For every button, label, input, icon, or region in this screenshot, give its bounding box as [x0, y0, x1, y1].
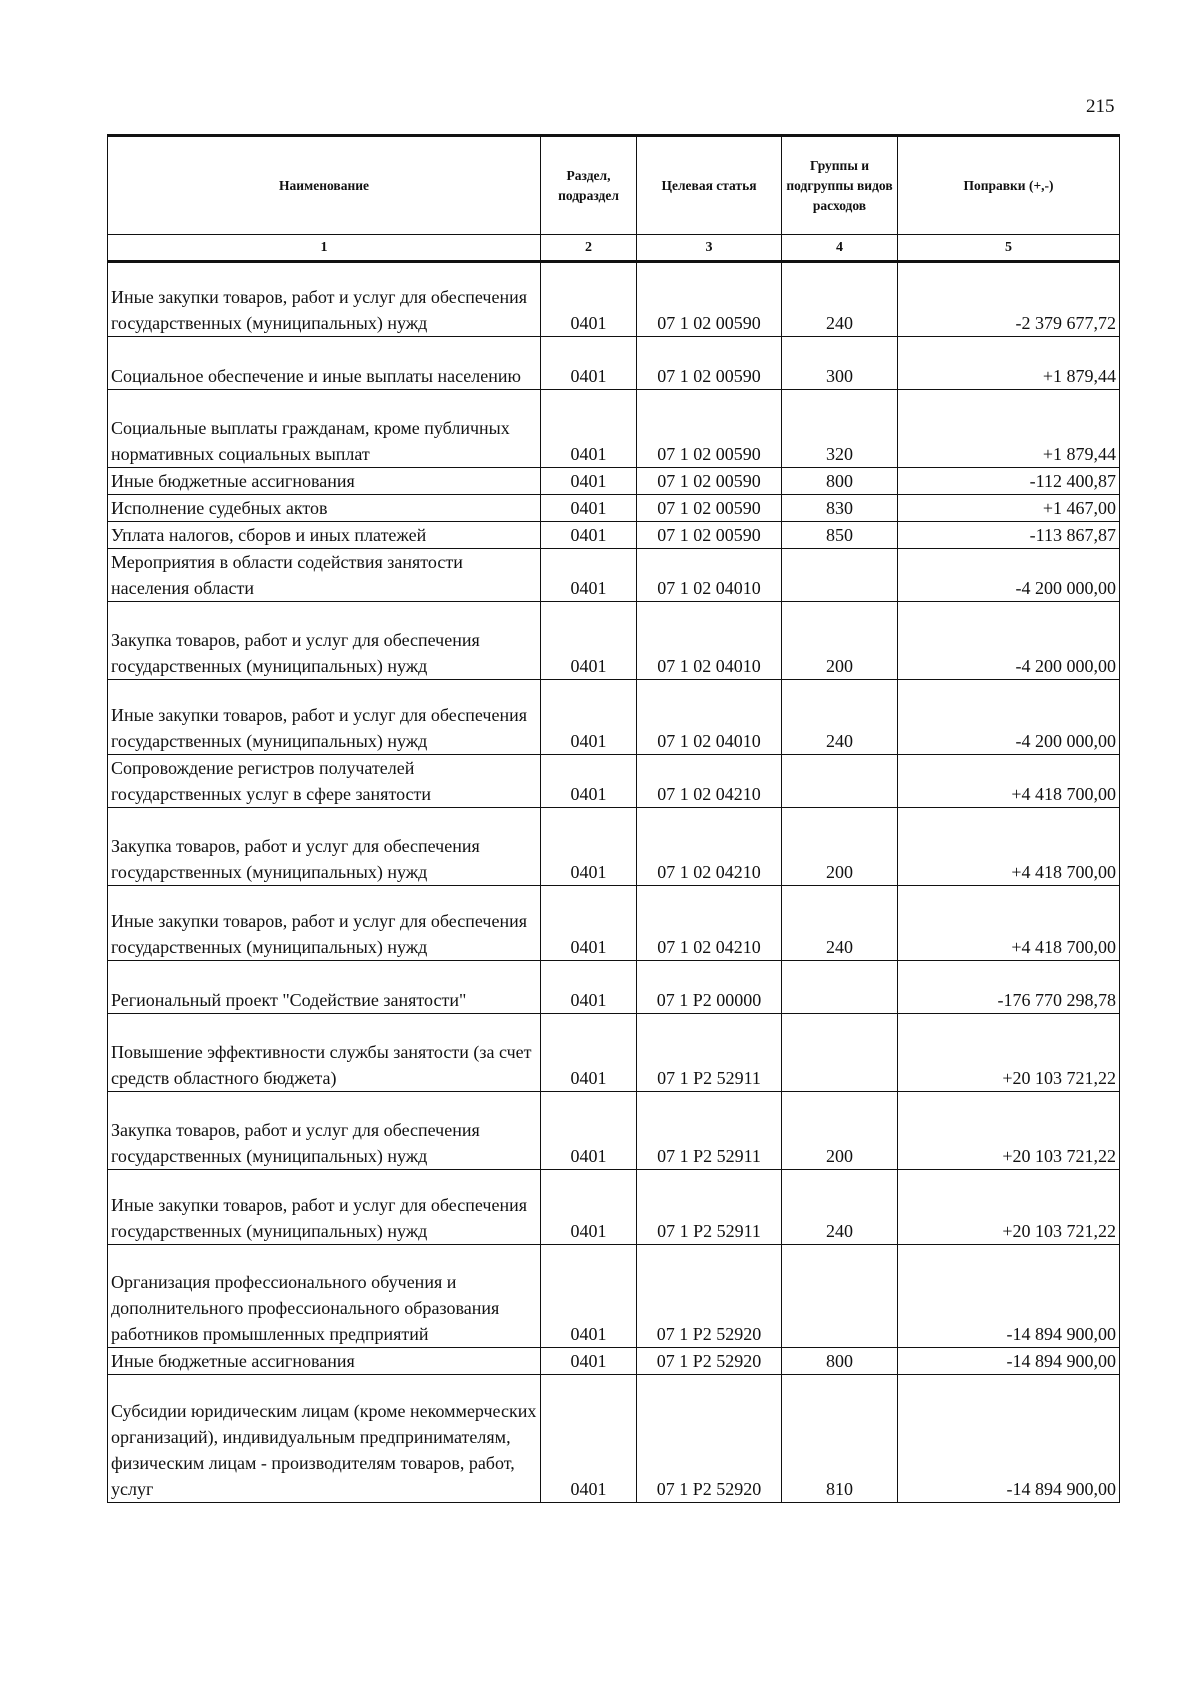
table-body — [108, 262, 1120, 1503]
row-expense-group: 240 — [782, 262, 898, 337]
row-name: Повышение эффективности службы занятости (за счет средств областного бюджета) — [108, 1014, 541, 1092]
row-amount: -14 894 900,00 — [898, 1348, 1120, 1375]
row-expense-group — [782, 961, 898, 1014]
row-expense-group: 240 — [782, 886, 898, 961]
table-row — [108, 262, 1120, 337]
header-amendments: Поправки (+,-) — [898, 136, 1120, 235]
table-row — [108, 1170, 1120, 1245]
row-section: 0401 — [541, 1092, 637, 1170]
row-amount: +1 879,44 — [898, 390, 1120, 468]
row-name: Социальное обеспечение и иные выплаты населению — [108, 337, 541, 390]
row-section: 0401 — [541, 886, 637, 961]
row-amount: -4 200 000,00 — [898, 602, 1120, 680]
row-expense-group: 200 — [782, 1092, 898, 1170]
row-target-article: 07 1 P2 52911 — [637, 1170, 782, 1245]
row-target-article: 07 1 02 00590 — [637, 337, 782, 390]
row-section: 0401 — [541, 522, 637, 549]
row-name: Иные бюджетные ассигнования — [108, 468, 541, 495]
row-target-article: 07 1 02 00590 — [637, 522, 782, 549]
row-amount: +20 103 721,22 — [898, 1170, 1120, 1245]
row-name: Сопровождение регистров получателей государственных услуг в сфере занятости — [108, 755, 541, 808]
row-name: Региональный проект "Содействие занятости" — [108, 961, 541, 1014]
row-section: 0401 — [541, 961, 637, 1014]
row-amount: +20 103 721,22 — [898, 1014, 1120, 1092]
row-target-article: 07 1 02 00590 — [637, 495, 782, 522]
row-amount: +4 418 700,00 — [898, 886, 1120, 961]
table-row — [108, 961, 1120, 1014]
row-section: 0401 — [541, 549, 637, 602]
table-row — [108, 755, 1120, 808]
table-row — [108, 337, 1120, 390]
row-expense-group: 320 — [782, 390, 898, 468]
row-amount: -14 894 900,00 — [898, 1375, 1120, 1503]
row-section: 0401 — [541, 680, 637, 755]
row-amount: +4 418 700,00 — [898, 808, 1120, 886]
row-target-article: 07 1 P2 00000 — [637, 961, 782, 1014]
row-target-article: 07 1 02 04010 — [637, 602, 782, 680]
row-name: Иные закупки товаров, работ и услуг для обеспечения государственных (муниципальных) нужд — [108, 1170, 541, 1245]
column-number: 5 — [898, 235, 1120, 262]
row-amount: -4 200 000,00 — [898, 549, 1120, 602]
row-amount: -112 400,87 — [898, 468, 1120, 495]
column-number: 1 — [108, 235, 541, 262]
row-expense-group: 810 — [782, 1375, 898, 1503]
row-name: Закупка товаров, работ и услуг для обеспечения государственных (муниципальных) нужд — [108, 602, 541, 680]
row-name: Социальные выплаты гражданам, кроме публичных нормативных социальных выплат — [108, 390, 541, 468]
row-amount: +1 467,00 — [898, 495, 1120, 522]
row-expense-group: 240 — [782, 1170, 898, 1245]
row-target-article: 07 1 02 04010 — [637, 549, 782, 602]
budget-table — [107, 134, 1120, 1503]
row-expense-group: 830 — [782, 495, 898, 522]
row-target-article: 07 1 02 00590 — [637, 390, 782, 468]
table-row — [108, 1348, 1120, 1375]
table-row — [108, 522, 1120, 549]
row-section: 0401 — [541, 1170, 637, 1245]
table-row — [108, 808, 1120, 886]
row-name: Исполнение судебных актов — [108, 495, 541, 522]
row-amount: -14 894 900,00 — [898, 1245, 1120, 1348]
row-section: 0401 — [541, 495, 637, 522]
table-row — [108, 602, 1120, 680]
row-target-article: 07 1 P2 52920 — [637, 1348, 782, 1375]
row-name: Организация профессионального обучения и дополнительного профессионального образования работников промышленных предприятий — [108, 1245, 541, 1348]
row-name: Мероприятия в области содействия занятости населения области — [108, 549, 541, 602]
row-expense-group: 240 — [782, 680, 898, 755]
table-row — [108, 468, 1120, 495]
row-section: 0401 — [541, 468, 637, 495]
row-expense-group: 200 — [782, 602, 898, 680]
row-expense-group — [782, 549, 898, 602]
row-amount: -4 200 000,00 — [898, 680, 1120, 755]
column-number: 3 — [637, 235, 782, 262]
row-amount: +4 418 700,00 — [898, 755, 1120, 808]
table-row — [108, 1092, 1120, 1170]
row-expense-group — [782, 1014, 898, 1092]
row-section: 0401 — [541, 808, 637, 886]
row-section: 0401 — [541, 602, 637, 680]
table-row — [108, 680, 1120, 755]
row-section: 0401 — [541, 1014, 637, 1092]
row-amount: +1 879,44 — [898, 337, 1120, 390]
row-name: Иные бюджетные ассигнования — [108, 1348, 541, 1375]
row-expense-group — [782, 755, 898, 808]
row-section: 0401 — [541, 337, 637, 390]
table-row — [108, 390, 1120, 468]
row-target-article: 07 1 P2 52911 — [637, 1092, 782, 1170]
row-target-article: 07 1 P2 52920 — [637, 1375, 782, 1503]
page-number: 215 — [1086, 96, 1115, 117]
row-target-article: 07 1 P2 52920 — [637, 1245, 782, 1348]
row-target-article: 07 1 02 04210 — [637, 808, 782, 886]
table-row — [108, 1014, 1120, 1092]
row-expense-group: 850 — [782, 522, 898, 549]
row-name: Закупка товаров, работ и услуг для обеспечения государственных (муниципальных) нужд — [108, 808, 541, 886]
row-amount: -176 770 298,78 — [898, 961, 1120, 1014]
header-expense-group: Группы и подгруппы видов расходов — [782, 136, 898, 235]
table-row — [108, 495, 1120, 522]
row-name: Иные закупки товаров, работ и услуг для обеспечения государственных (муниципальных) нужд — [108, 886, 541, 961]
row-amount: -2 379 677,72 — [898, 262, 1120, 337]
table-row — [108, 549, 1120, 602]
row-section: 0401 — [541, 755, 637, 808]
table-row — [108, 1245, 1120, 1348]
row-section: 0401 — [541, 262, 637, 337]
row-section: 0401 — [541, 1375, 637, 1503]
column-number: 4 — [782, 235, 898, 262]
row-section: 0401 — [541, 1348, 637, 1375]
row-target-article: 07 1 02 04210 — [637, 755, 782, 808]
row-name: Иные закупки товаров, работ и услуг для обеспечения государственных (муниципальных) нужд — [108, 680, 541, 755]
row-name: Закупка товаров, работ и услуг для обеспечения государственных (муниципальных) нужд — [108, 1092, 541, 1170]
header-section: Раздел, подраздел — [541, 136, 637, 235]
row-expense-group: 800 — [782, 468, 898, 495]
row-target-article: 07 1 P2 52911 — [637, 1014, 782, 1092]
table-row — [108, 1375, 1120, 1503]
row-target-article: 07 1 02 04210 — [637, 886, 782, 961]
row-target-article: 07 1 02 00590 — [637, 468, 782, 495]
row-expense-group: 300 — [782, 337, 898, 390]
row-expense-group: 800 — [782, 1348, 898, 1375]
header-row — [108, 136, 1120, 235]
row-expense-group — [782, 1245, 898, 1348]
header-name: Наименование — [108, 136, 541, 235]
row-target-article: 07 1 02 00590 — [637, 262, 782, 337]
row-target-article: 07 1 02 04010 — [637, 680, 782, 755]
row-amount: -113 867,87 — [898, 522, 1120, 549]
row-expense-group: 200 — [782, 808, 898, 886]
row-section: 0401 — [541, 1245, 637, 1348]
header-target-article: Целевая статья — [637, 136, 782, 235]
row-name: Уплата налогов, сборов и иных платежей — [108, 522, 541, 549]
row-name: Иные закупки товаров, работ и услуг для обеспечения государственных (муниципальных) нужд — [108, 262, 541, 337]
column-number: 2 — [541, 235, 637, 262]
row-name: Субсидии юридическим лицам (кроме некоммерческих организаций), индивидуальным предпринимателям, физическим лицам - производителям товаров, работ, услуг — [108, 1375, 541, 1503]
row-section: 0401 — [541, 390, 637, 468]
row-amount: +20 103 721,22 — [898, 1092, 1120, 1170]
column-number-row — [108, 235, 1120, 262]
table-row — [108, 886, 1120, 961]
